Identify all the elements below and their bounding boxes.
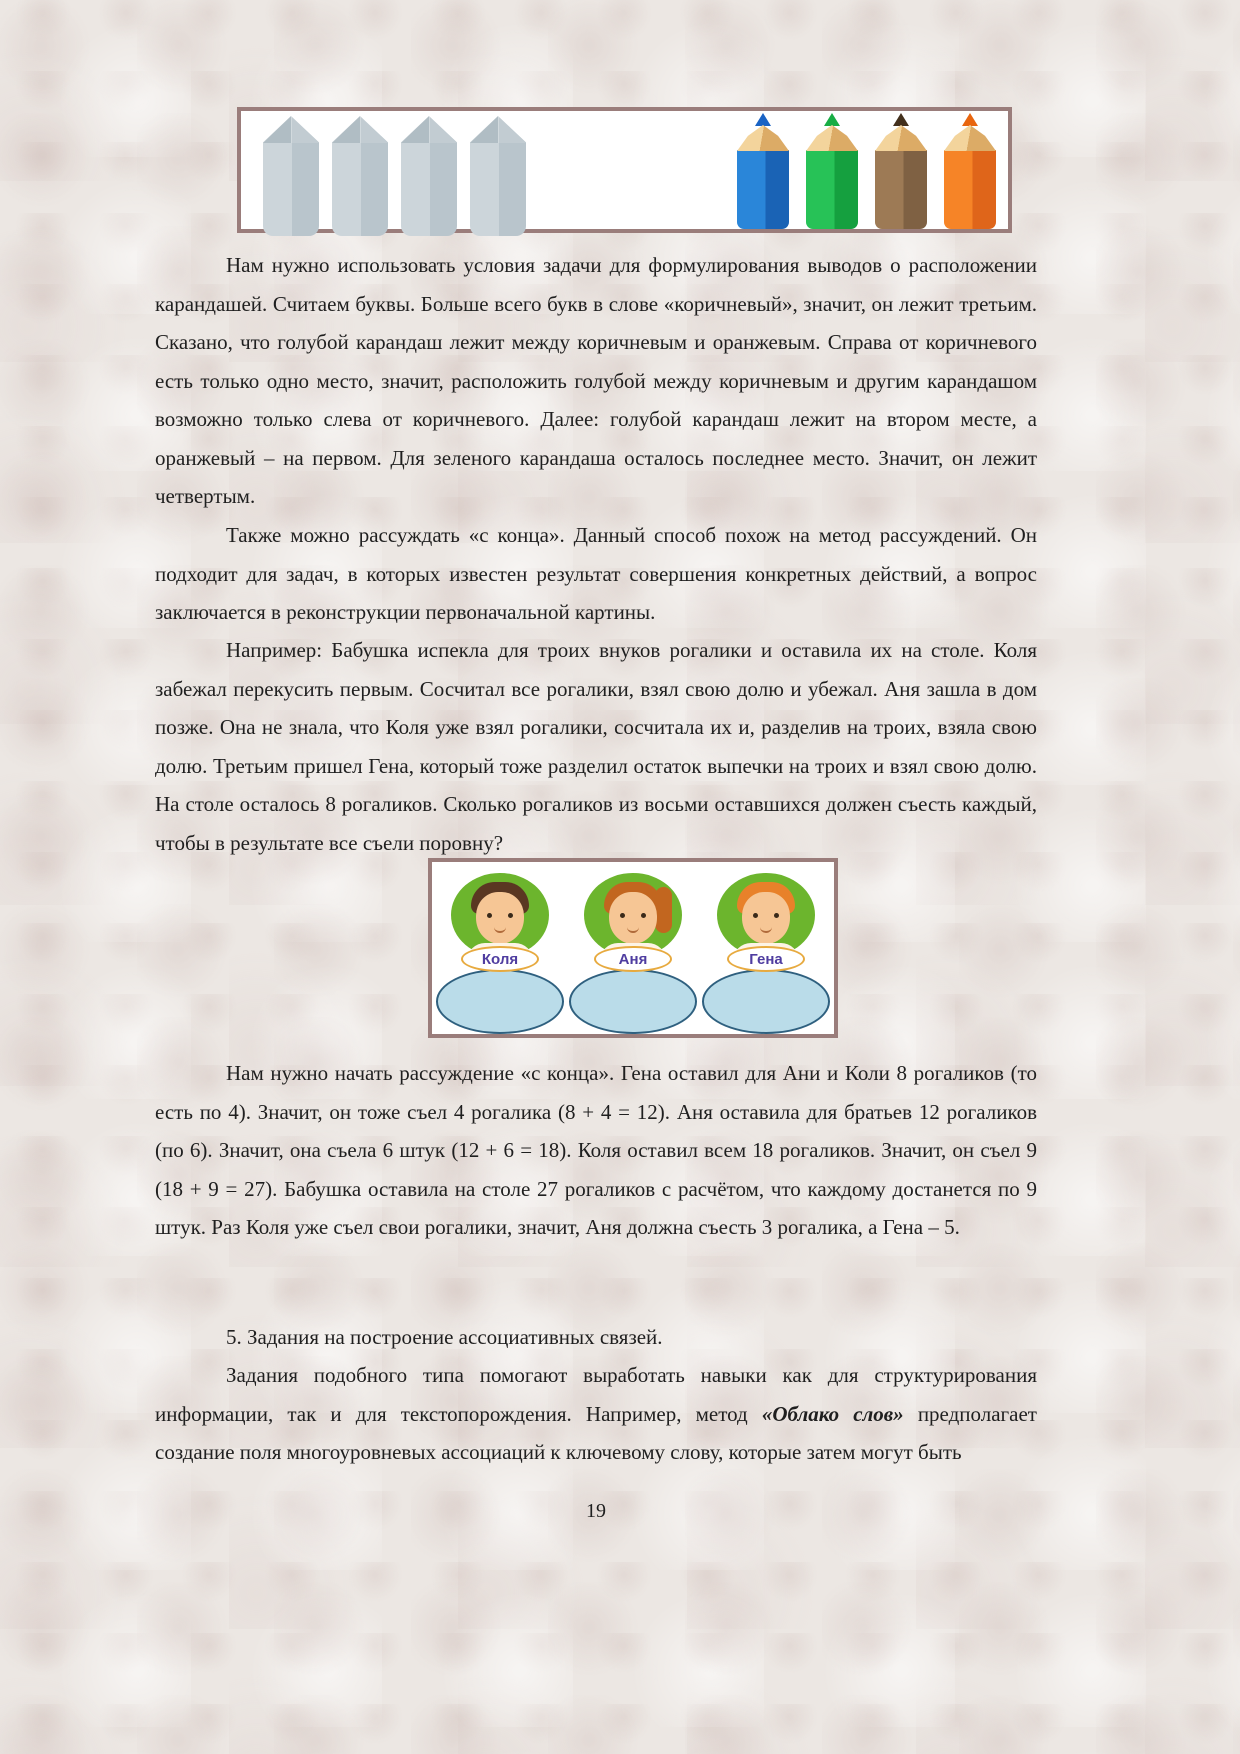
pencil-wood bbox=[737, 125, 789, 151]
blank-pencil-icon bbox=[401, 116, 457, 236]
kid-name-badge: Аня bbox=[594, 946, 672, 972]
face bbox=[609, 892, 657, 944]
pencil-lead bbox=[893, 113, 909, 126]
pencil-wood bbox=[806, 125, 858, 151]
kid-name-badge: Гена bbox=[727, 946, 805, 972]
pencil-wood bbox=[944, 125, 996, 151]
green-pencil-icon bbox=[806, 113, 858, 229]
kid-anya bbox=[568, 862, 698, 1034]
pencil-lead bbox=[962, 113, 978, 126]
kid-gena bbox=[701, 862, 831, 1034]
page-number: 19 bbox=[586, 1500, 606, 1522]
mouth bbox=[760, 925, 772, 933]
pencil-lead bbox=[755, 113, 771, 126]
pencil-body bbox=[806, 150, 858, 229]
pencil-body bbox=[944, 150, 996, 229]
face bbox=[476, 892, 524, 944]
p6-text-after: предполагает создание поля многоуровневых ассоциаций к ключевому слову, которые затем могут быть bbox=[155, 1401, 1037, 1464]
blank-pencils-group bbox=[263, 116, 526, 236]
pencil-lead bbox=[824, 113, 840, 126]
paragraph-pencil-reasoning: Нам нужно использовать условия задачи для формулирования выводов о расположении карандашей. Считаем буквы. Больше всего букв в слове «коричневый», значит, он лежит третьим. Сказано, что голубой карандаш лежит между коричневым и оранжевым. Справа от коричневого есть только одно место, значит, расположить голубой между коричневым и другим карандашом возможно только слева от коричневого. Далее: голубой карандаш лежит на втором месте, а оранжевый – на первом. Для зеленого карандаша осталось последнее место. Значит, он лежит четвертым. bbox=[155, 253, 1037, 508]
paragraph-backwards-method: Также можно рассуждать «с конца». Данный способ похож на метод рассуждений. Он подходит для задач, в которых известен результат совершения конкретных действий, а вопрос заключается в реконструкции первоначальной картины. bbox=[155, 523, 1037, 624]
paragraph-backwards-solution: Нам нужно начать рассуждение «с конца». Гена оставил для Ани и Коли 8 рогаликов (то есть по 4). Значит, он тоже съел 4 рогалика (8 + 4 = 12). Аня оставила для братьев 12 рогаликов (по 6). Значит, она съела 6 штук (12 + 6 = 18). Коля оставил всем 18 рогаликов. Значит, он съел 9 (18 + 9 = 27). Бабушка оставила на столе 27 рогаликов с расчётом, что каждому достанется по 9 штук. Раз Коля уже съел свои рогалики, значит, Аня должна съесть 3 рогалика, а Гена – 5. bbox=[155, 1061, 1037, 1239]
kid-avatar-icon bbox=[717, 873, 815, 957]
kid-kolya bbox=[435, 862, 565, 1034]
kids-figure bbox=[428, 858, 838, 1038]
blank-pencil-icon bbox=[263, 116, 319, 236]
pencil-body bbox=[737, 150, 789, 229]
empty-answer-oval bbox=[702, 969, 830, 1034]
pencils-figure bbox=[237, 107, 1012, 233]
p6-text-before: Задания подобного типа помогают выработать навыки как для структурирования информации, так и для текстопорождения. Например, метод bbox=[155, 1363, 1037, 1426]
blank-pencil-icon bbox=[332, 116, 388, 236]
section-heading-5: 5. Задания на построение ассоциативных связей. bbox=[226, 1325, 663, 1349]
ponytail bbox=[655, 887, 672, 933]
kid-avatar-icon bbox=[584, 873, 682, 957]
paragraph-associative-tasks bbox=[155, 1356, 1037, 1472]
mouth bbox=[494, 925, 506, 933]
kid-name-badge: Коля bbox=[461, 946, 539, 972]
empty-answer-oval bbox=[569, 969, 697, 1034]
paragraph-grandma-example: Например: Бабушка испекла для троих внуков рогалики и оставила их на столе. Коля забежал перекусить первым. Сосчитал все рогалики, взял свою долю и убежал. Аня зашла в дом позже. Она не знала, что Коля уже взял рогалики, сосчитала их и, разделив на троих, взяла свою долю. Третьим пришел Гена, который тоже разделил остаток выпечки на троих и взял свою долю. На столе осталось 8 рогаликов. Сколько рогаликов из восьми оставшихся должен съесть каждый, чтобы в результате все съели поровну? bbox=[155, 638, 1037, 855]
pencil-wood bbox=[875, 125, 927, 151]
p6-method-name: «Облако слов» bbox=[761, 1401, 904, 1426]
blank-pencil-icon bbox=[470, 116, 526, 236]
mouth bbox=[627, 925, 639, 933]
brown-pencil-icon bbox=[875, 113, 927, 229]
orange-pencil-icon bbox=[944, 113, 996, 229]
pencil-body bbox=[875, 150, 927, 229]
colored-pencils-group bbox=[737, 113, 996, 229]
empty-answer-oval bbox=[436, 969, 564, 1034]
kid-avatar-icon bbox=[451, 873, 549, 957]
blue-pencil-icon bbox=[737, 113, 789, 229]
face bbox=[742, 892, 790, 944]
